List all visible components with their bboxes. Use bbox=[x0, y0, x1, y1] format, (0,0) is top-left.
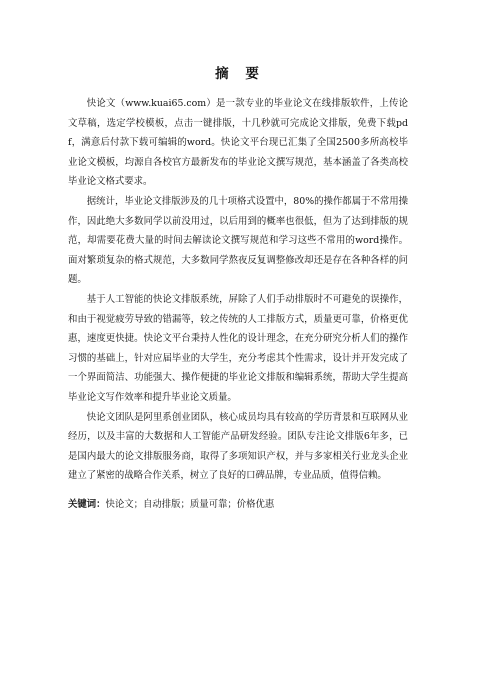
keywords-text: 快论文；自动排版；质量可靠；价格优惠 bbox=[105, 498, 275, 510]
abstract-paragraph-4: 快论文团队是阿里系创业团队，核心成员均具有较高的学历背景和互联网从业经历，以及丰富的大数据和人工智能产品研发经验。团队专注论文排版6年多，已是国内最大的论文排版服务商，取得了多项知识产权，并与多家相关行业龙头企业建立了紧密的战略合作关系，树立了良好的口碑品牌，专业品质，值得信赖。 bbox=[68, 411, 408, 482]
abstract-title: 摘 要 bbox=[215, 66, 265, 82]
abstract-body bbox=[68, 94, 408, 514]
keywords-label: 关键词： bbox=[68, 498, 106, 510]
keywords-line bbox=[68, 495, 408, 515]
abstract-paragraph-1: 快论文（www.kuai65.com）是一款专业的毕业论文在线排版软件，上传论文草稿，选定学校模板，点击一键排版，十几秒就可完成论文排版，免费下载pdf，满意后付款下载可编辑的word。快论文平台现已汇集了全国2500多所高校毕业论文模板，均源自各校官方最新发布的毕业论文撰写规范，基本涵盖了各类高校毕业论文格式要求。 bbox=[68, 98, 408, 188]
abstract-paragraph-2: 据统计，毕业论文排版涉及的几十项格式设置中，80%的操作都属于不常用操作，因此绝大多数同学以前没用过，以后用到的概率也很低，但为了达到排版的规范，却需要花费大量的时间去解读论文撰写规范和学习这些不常用的word操作。面对繁琐复杂的格式规范，大多数同学熬夜反复调整修改却还是存在各种各样的问题。 bbox=[68, 195, 408, 286]
abstract-paragraph-3: 基于人工智能的快论文排版系统，屏除了人们手动排版时不可避免的误操作，和由于视觉疲劳导致的错漏等，较之传统的人工排版方式，质量更可靠，价格更优惠，速度更快捷。快论文平台秉持人性化的设计理念，在充分研究分析人们的操作习惯的基础上，针对应届毕业的大学生，充分考虑其个性需求，设计并开发完成了一个界面简洁、功能强大、操作便捷的毕业论文排版和编辑系统，帮助大学生提高毕业论文写作效率和提升毕业论文质量。 bbox=[68, 293, 408, 403]
